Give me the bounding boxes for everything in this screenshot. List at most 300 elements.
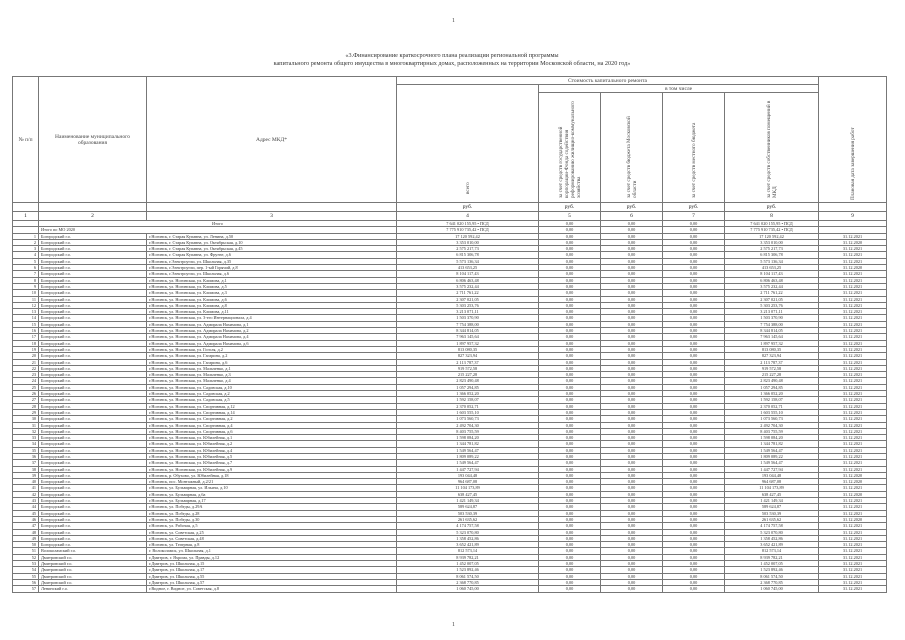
row-owners: 2 307 021,05 xyxy=(725,296,819,302)
row-owners: 4 174 757,58 xyxy=(725,523,819,529)
row-address: г.Видное, г. Видное, ул. Советская, д.8 xyxy=(147,586,397,592)
row-number: 50 xyxy=(13,542,39,548)
header-fund-text: за счет средств государственной корпорации-Фонда содействия реформированию жилищно-коммунального хозяйства xyxy=(557,100,582,198)
row-date: 31.12.2021 xyxy=(819,346,887,352)
row-owners: 8 104 117,43 xyxy=(725,271,819,277)
row-fund: 0,00 xyxy=(539,409,601,415)
row-fund: 0,00 xyxy=(539,384,601,390)
row-municipality: Богородский г.о. xyxy=(39,416,147,422)
subtotal-row-owners: 7 775 910 735,42 • ПСД xyxy=(725,227,819,233)
column-index: 9 xyxy=(819,212,887,221)
row-municipality: Богородский г.о. xyxy=(39,472,147,478)
row-owners: 3 353 010,00 xyxy=(725,239,819,245)
total-row-owners: 7 641 020 155,95 • ПСД xyxy=(725,221,819,227)
row-number: 43 xyxy=(13,498,39,504)
row-total: 964 687,08 xyxy=(397,479,539,485)
row-date: 31.12.2020 xyxy=(819,479,887,485)
row-regional: 0,00 xyxy=(601,384,663,390)
row-local: 0,00 xyxy=(663,233,725,239)
row-local: 0,00 xyxy=(663,403,725,409)
row-number: 54 xyxy=(13,567,39,573)
row-total: 1 452 007,05 xyxy=(397,561,539,567)
row-municipality: Богородский г.о. xyxy=(39,321,147,327)
row-regional: 0,00 xyxy=(601,416,663,422)
row-local: 0,00 xyxy=(663,586,725,592)
unit-owners: руб. xyxy=(725,203,819,212)
row-address: г.Ногинск, г.Электроугли, ул. Школьная, д.35 xyxy=(147,258,397,264)
row-number: 17 xyxy=(13,334,39,340)
row-address: г.Ногинск, ул. Ногинская, ул. Мальченко, д.1 xyxy=(147,365,397,371)
row-owners: 3 575 232,44 xyxy=(725,283,819,289)
row-total: 4 174 757,58 xyxy=(397,523,539,529)
row-date: 31.12.2021 xyxy=(819,372,887,378)
row-number: 18 xyxy=(13,340,39,346)
row-number: 37 xyxy=(13,460,39,466)
unit-fund: руб. xyxy=(539,203,601,212)
row-fund: 0,00 xyxy=(539,504,601,510)
row-fund: 0,00 xyxy=(539,479,601,485)
title-line-1: «3.Финансирование краткосрочного плана реализации региональной программы xyxy=(345,52,559,59)
row-municipality: Богородский г.о. xyxy=(39,309,147,315)
row-fund: 0,00 xyxy=(539,453,601,459)
row-owners: 1 549 564,47 xyxy=(725,447,819,453)
row-municipality: Богородский г.о. xyxy=(39,460,147,466)
row-municipality: Богородский г.о. xyxy=(39,378,147,384)
header-local-text: за счет средств местного бюджета xyxy=(690,122,697,198)
row-owners: 5 573 136,34 xyxy=(725,258,819,264)
row-date: 31.12.2021 xyxy=(819,441,887,447)
header-local xyxy=(663,93,725,203)
row-number: 39 xyxy=(13,472,39,478)
row-date: 31.12.2020 xyxy=(819,472,887,478)
row-fund: 0,00 xyxy=(539,586,601,592)
row-municipality: Богородский г.о. xyxy=(39,523,147,529)
row-municipality: Богородский г.о. xyxy=(39,485,147,491)
row-address: г.Ногинск, ул. Ногинская, ул. Садовская, д.2 xyxy=(147,391,397,397)
row-number: 48 xyxy=(13,529,39,535)
row-fund: 0,00 xyxy=(539,542,601,548)
row-address: г.Ногинск, ул. Ногинская, ул. Мальченко, д.3 xyxy=(147,372,397,378)
row-fund: 0,00 xyxy=(539,334,601,340)
row-local: 0,00 xyxy=(663,567,725,573)
row-number: 56 xyxy=(13,579,39,585)
row-regional: 0,00 xyxy=(601,485,663,491)
row-municipality: Богородский г.о. xyxy=(39,535,147,541)
row-address: г.Ногинск, г. Старая Купавна, ул. Октябрьская, д.10 xyxy=(147,239,397,245)
row-date: 31.12.2021 xyxy=(819,309,887,315)
row-number: 24 xyxy=(13,378,39,384)
row-local: 0,00 xyxy=(663,246,725,252)
row-number: 8 xyxy=(13,277,39,283)
row-address: г.Ногинск, ул. Ногинская, ул. Мальченко, д.4 xyxy=(147,378,397,384)
row-owners: 2 823 490,48 xyxy=(725,378,819,384)
row-owners: 413 653,25 xyxy=(725,265,819,271)
row-regional: 0,00 xyxy=(601,516,663,522)
row-municipality: Богородский г.о. xyxy=(39,265,147,271)
row-fund: 0,00 xyxy=(539,277,601,283)
row-number: 16 xyxy=(13,328,39,334)
row-total: 2 823 490,48 xyxy=(397,378,539,384)
row-date: 31.12.2021 xyxy=(819,302,887,308)
row-fund: 0,00 xyxy=(539,340,601,346)
row-regional: 0,00 xyxy=(601,460,663,466)
row-address: г.Дмитров, ул. Школьная, д.17 xyxy=(147,567,397,573)
row-municipality: Богородский г.о. xyxy=(39,466,147,472)
row-number: 12 xyxy=(13,302,39,308)
row-owners: 6 806 463,48 xyxy=(725,277,819,283)
row-address: г.Ногинск, ул. Ногинская, ул. Климова, д.5 xyxy=(147,283,397,289)
row-local: 0,00 xyxy=(663,359,725,365)
row-date: 31.12.2021 xyxy=(819,466,887,472)
row-total: 193 044,48 xyxy=(397,472,539,478)
row-total: 5 303 253,76 xyxy=(397,302,539,308)
unit-cell-empty xyxy=(39,203,147,212)
header-address: Адрес МКД* xyxy=(147,77,397,203)
row-address: г.Ногинск, ул. Ногинская, ул. Спортивная, д.6 xyxy=(147,428,397,434)
row-owners: 1 809 089,22 xyxy=(725,453,819,459)
row-owners: 1 057 294,85 xyxy=(725,384,819,390)
row-regional: 0,00 xyxy=(601,258,663,264)
row-number: 25 xyxy=(13,384,39,390)
row-total: 8 061 574,50 xyxy=(397,573,539,579)
row-address: г.Ногинск, ул. Ногинская, ул. Юбилейная, д.7 xyxy=(147,460,397,466)
row-fund: 0,00 xyxy=(539,535,601,541)
row-address: г.Ногинск, ул. Ногинская, ул. Гагарина, д.6 xyxy=(147,359,397,365)
row-regional: 0,00 xyxy=(601,271,663,277)
row-regional: 0,00 xyxy=(601,479,663,485)
row-address: г.Ногинск, ул. Ногинская, ул. Садовская, д.10 xyxy=(147,384,397,390)
unit-cell-empty xyxy=(13,203,39,212)
row-fund: 0,00 xyxy=(539,435,601,441)
row-municipality: Богородский г.о. xyxy=(39,283,147,289)
row-total: 3 353 010,00 xyxy=(397,239,539,245)
row-fund: 0,00 xyxy=(539,561,601,567)
row-regional: 0,00 xyxy=(601,510,663,516)
document-title xyxy=(120,52,784,68)
row-owners: 1 358 452,86 xyxy=(725,535,819,541)
row-number: 26 xyxy=(13,391,39,397)
row-number: 34 xyxy=(13,441,39,447)
row-fund: 0,00 xyxy=(539,428,601,434)
unit-local: руб. xyxy=(663,203,725,212)
row-municipality: Богородский г.о. xyxy=(39,302,147,308)
row-number: 22 xyxy=(13,365,39,371)
row-date: 31.12.2021 xyxy=(819,271,887,277)
row-owners: 964 687,08 xyxy=(725,479,819,485)
row-local: 0,00 xyxy=(663,252,725,258)
row-owners: 1 503 370,90 xyxy=(725,315,819,321)
row-fund: 0,00 xyxy=(539,302,601,308)
row-number: 30 xyxy=(13,416,39,422)
row-total: 638 427,45 xyxy=(397,491,539,497)
row-regional: 0,00 xyxy=(601,529,663,535)
row-municipality: Богородский г.о. xyxy=(39,340,147,346)
row-local: 0,00 xyxy=(663,309,725,315)
row-owners: 812 573,14 xyxy=(725,548,819,554)
row-total: 1 592 158,07 xyxy=(397,397,539,403)
row-number: 20 xyxy=(13,353,39,359)
row-owners: 17 120 592,42 xyxy=(725,233,819,239)
row-fund: 0,00 xyxy=(539,422,601,428)
row-local: 0,00 xyxy=(663,485,725,491)
row-local: 0,00 xyxy=(663,315,725,321)
row-address: г.Ногинск, ул. Ногинская, ул. Спортивная, д.2 xyxy=(147,416,397,422)
row-regional: 0,00 xyxy=(601,346,663,352)
row-owners: 3 652 421,89 xyxy=(725,542,819,548)
row-local: 0,00 xyxy=(663,302,725,308)
row-fund: 0,00 xyxy=(539,579,601,585)
row-municipality: Богородский г.о. xyxy=(39,359,147,365)
row-number: 3 xyxy=(13,246,39,252)
row-date: 31.12.2021 xyxy=(819,460,887,466)
row-owners: 1 523 892,46 xyxy=(725,567,819,573)
header-num: № п/п xyxy=(13,77,39,203)
row-local: 0,00 xyxy=(663,384,725,390)
row-number: 53 xyxy=(13,561,39,567)
row-regional: 0,00 xyxy=(601,239,663,245)
row-number: 4 xyxy=(13,252,39,258)
row-regional: 0,00 xyxy=(601,283,663,289)
row-address: г.Ногинск, ул. Ногинская, ул. Адмирала Нахимова, д.2 xyxy=(147,328,397,334)
row-number: 31 xyxy=(13,422,39,428)
row-regional: 0,00 xyxy=(601,523,663,529)
row-address: г.Ногинск, ул. Победы, д.28 xyxy=(147,510,397,516)
row-date: 31.12.2021 xyxy=(819,315,887,321)
row-total: 215 227,28 xyxy=(397,372,539,378)
row-fund: 0,00 xyxy=(539,466,601,472)
row-regional: 0,00 xyxy=(601,252,663,258)
row-fund: 0,00 xyxy=(539,346,601,352)
header-planned-date-text: Плановая дата завершения работ xyxy=(849,126,856,200)
header-regional-text: за счет средств бюджета Московской области xyxy=(625,115,638,198)
row-address: г.Ногинск, г.Электроугли, ул. Школьная, д.6 xyxy=(147,271,397,277)
row-regional: 0,00 xyxy=(601,302,663,308)
row-local: 0,00 xyxy=(663,416,725,422)
row-municipality: Богородский г.о. xyxy=(39,246,147,252)
row-owners: 1 073 560,73 xyxy=(725,416,819,422)
row-number: 49 xyxy=(13,535,39,541)
unit-regional: руб. xyxy=(601,203,663,212)
row-number: 19 xyxy=(13,346,39,352)
row-owners: 2 368 770,85 xyxy=(725,579,819,585)
row-total: 5 323 070,80 xyxy=(397,529,539,535)
row-total: 1 598 084,20 xyxy=(397,435,539,441)
row-regional: 0,00 xyxy=(601,586,663,592)
row-municipality: Богородский г.о. xyxy=(39,542,147,548)
row-local: 0,00 xyxy=(663,510,725,516)
row-municipality: Богородский г.о. xyxy=(39,334,147,340)
row-total: 919 572,58 xyxy=(397,365,539,371)
row-fund: 0,00 xyxy=(539,523,601,529)
row-number: 41 xyxy=(13,485,39,491)
row-total: 1 060 745,00 xyxy=(397,586,539,592)
row-total: 2 492 704,30 xyxy=(397,422,539,428)
row-municipality: Дмитровский г.о. xyxy=(39,567,147,573)
header-including: в том числе xyxy=(539,85,819,93)
row-fund: 0,00 xyxy=(539,315,601,321)
row-regional: 0,00 xyxy=(601,334,663,340)
row-fund: 0,00 xyxy=(539,365,601,371)
row-local: 0,00 xyxy=(663,277,725,283)
row-address: г.Ногинск, ул. Ногинская, ул. Гоголя, д.2 xyxy=(147,346,397,352)
row-local: 0,00 xyxy=(663,561,725,567)
row-number: 13 xyxy=(13,309,39,315)
row-total: 8 403 755,59 xyxy=(397,428,539,434)
row-municipality: Богородский г.о. xyxy=(39,353,147,359)
subtotal-row-regional: 0,00 xyxy=(601,227,663,233)
row-local: 0,00 xyxy=(663,460,725,466)
row-owners: 11 104 173,89 xyxy=(725,485,819,491)
row-municipality: Богородский г.о. xyxy=(39,315,147,321)
row-owners: 7 754 388,00 xyxy=(725,321,819,327)
row-local: 0,00 xyxy=(663,340,725,346)
row-local: 0,00 xyxy=(663,296,725,302)
row-municipality: Богородский г.о. xyxy=(39,516,147,522)
row-regional: 0,00 xyxy=(601,447,663,453)
financing-table xyxy=(12,76,887,593)
row-number: 11 xyxy=(13,296,39,302)
row-date: 31.12.2021 xyxy=(819,359,887,365)
column-index: 2 xyxy=(39,212,147,221)
total-row-total: 7 641 020 155,95 • ПСД xyxy=(397,221,539,227)
row-owners: 6 815 306,78 xyxy=(725,252,819,258)
row-total: 3 575 232,44 xyxy=(397,283,539,289)
row-date: 31.12.2021 xyxy=(819,416,887,422)
row-number: 6 xyxy=(13,265,39,271)
row-address: г.Ногинск, ул. Театрная, д.8 xyxy=(147,542,397,548)
column-index: 5 xyxy=(539,212,601,221)
row-local: 0,00 xyxy=(663,535,725,541)
row-fund: 0,00 xyxy=(539,239,601,245)
row-fund: 0,00 xyxy=(539,460,601,466)
row-local: 0,00 xyxy=(663,283,725,289)
row-owners: 1 549 564,47 xyxy=(725,460,819,466)
unit-cell-empty xyxy=(147,203,397,212)
row-owners: 2 492 704,30 xyxy=(725,422,819,428)
row-total: 5 573 136,34 xyxy=(397,258,539,264)
row-address: г.Ногинск, ул. Ногинская, ул. Адмирала Нахимова, д.1 xyxy=(147,321,397,327)
title-line-2: капитального ремонта общего имущества в многоквартирных домах, расположенных на территории Московской области, на 2020 год» xyxy=(273,60,631,67)
row-local: 0,00 xyxy=(663,258,725,264)
row-local: 0,00 xyxy=(663,239,725,245)
row-date: 31.12.2021 xyxy=(819,233,887,239)
row-regional: 0,00 xyxy=(601,372,663,378)
row-address: г.Ногинск, ул. Ногинская, ул. Юбилейная, д.9 xyxy=(147,466,397,472)
row-date: 31.12.2021 xyxy=(819,277,887,283)
row-regional: 0,00 xyxy=(601,422,663,428)
row-total: 1 366 052,20 xyxy=(397,391,539,397)
row-fund: 0,00 xyxy=(539,529,601,535)
row-owners: 1 452 007,05 xyxy=(725,561,819,567)
unit-total: руб. xyxy=(397,203,539,212)
row-local: 0,00 xyxy=(663,504,725,510)
row-number: 46 xyxy=(13,516,39,522)
row-total: 413 653,25 xyxy=(397,265,539,271)
row-local: 0,00 xyxy=(663,548,725,554)
row-municipality: Богородский г.о. xyxy=(39,328,147,334)
row-total: 3 213 071,11 xyxy=(397,309,539,315)
row-date: 31.12.2021 xyxy=(819,384,887,390)
row-number: 7 xyxy=(13,271,39,277)
table-row xyxy=(13,586,887,592)
row-owners: 503 530,39 xyxy=(725,510,819,516)
row-fund: 0,00 xyxy=(539,567,601,573)
row-address: г. Волоколамск, ул. Школьная, д.1 xyxy=(147,548,397,554)
column-index: 8 xyxy=(725,212,819,221)
header-regional xyxy=(601,93,663,203)
row-total: 1 358 452,86 xyxy=(397,535,539,541)
row-address: г.Ногинск, г. Старая Купавна, ул. Октябрьская, д.45 xyxy=(147,246,397,252)
row-regional: 0,00 xyxy=(601,378,663,384)
row-municipality: Богородский г.о. xyxy=(39,403,147,409)
row-total: 2 711 761,22 xyxy=(397,290,539,296)
row-fund: 0,00 xyxy=(539,321,601,327)
row-regional: 0,00 xyxy=(601,315,663,321)
row-fund: 0,00 xyxy=(539,548,601,554)
row-municipality: Богородский г.о. xyxy=(39,453,147,459)
row-fund: 0,00 xyxy=(539,516,601,522)
row-address: г.Ногинск, ул. Ногинская, ул. Климова, д.8 xyxy=(147,302,397,308)
row-number: 9 xyxy=(13,283,39,289)
row-fund: 0,00 xyxy=(539,309,601,315)
row-date: 31.12.2021 xyxy=(819,353,887,359)
row-address: г.Ногинск, ул. Ногинская, ул. Климова, д.1 xyxy=(147,277,397,283)
row-municipality: Богородский г.о. xyxy=(39,529,147,535)
row-date: 31.12.2021 xyxy=(819,548,887,554)
row-local: 0,00 xyxy=(663,498,725,504)
row-number: 5 xyxy=(13,258,39,264)
row-total: 813 080,35 xyxy=(397,346,539,352)
row-fund: 0,00 xyxy=(539,472,601,478)
row-address: г.Ногинск, ул. Ногинская, ул. Юбилейная, д.5 xyxy=(147,453,397,459)
row-regional: 0,00 xyxy=(601,409,663,415)
row-total: 2 368 770,85 xyxy=(397,579,539,585)
row-address: г.Ногинск, ул. Ногинская, ул. Адмирала Нахимова, д.6 xyxy=(147,340,397,346)
row-date: 31.12.2020 xyxy=(819,239,887,245)
row-regional: 0,00 xyxy=(601,309,663,315)
header-total-text: всего xyxy=(464,181,471,194)
row-owners: 1 897 957,32 xyxy=(725,340,819,346)
row-date: 31.12.2021 xyxy=(819,290,887,296)
row-total: 1 897 957,32 xyxy=(397,340,539,346)
row-owners: 919 572,58 xyxy=(725,365,819,371)
row-date: 31.12.2021 xyxy=(819,403,887,409)
row-owners: 1 421 149,34 xyxy=(725,498,819,504)
row-date: 31.12.2021 xyxy=(819,485,887,491)
row-local: 0,00 xyxy=(663,422,725,428)
row-number: 52 xyxy=(13,554,39,560)
row-local: 0,00 xyxy=(663,523,725,529)
row-owners: 638 427,45 xyxy=(725,491,819,497)
header-total xyxy=(397,85,539,203)
page-number-top: 1 xyxy=(452,18,455,24)
row-municipality: Богородский г.о. xyxy=(39,239,147,245)
subtotal-row-fund: 0,00 xyxy=(539,227,601,233)
row-regional: 0,00 xyxy=(601,391,663,397)
row-date: 31.12.2021 xyxy=(819,510,887,516)
row-municipality: Богородский г.о. xyxy=(39,346,147,352)
row-municipality: Богородский г.о. xyxy=(39,258,147,264)
row-regional: 0,00 xyxy=(601,548,663,554)
row-regional: 0,00 xyxy=(601,542,663,548)
header-fund xyxy=(539,93,601,203)
row-regional: 0,00 xyxy=(601,296,663,302)
row-fund: 0,00 xyxy=(539,283,601,289)
row-address: г.Дмитров, ул. Школьная, д.15 xyxy=(147,561,397,567)
row-address: г.Ногинск, ул. Ногинская, ул. Спортивная, д.12 xyxy=(147,403,397,409)
row-regional: 0,00 xyxy=(601,233,663,239)
row-fund: 0,00 xyxy=(539,498,601,504)
